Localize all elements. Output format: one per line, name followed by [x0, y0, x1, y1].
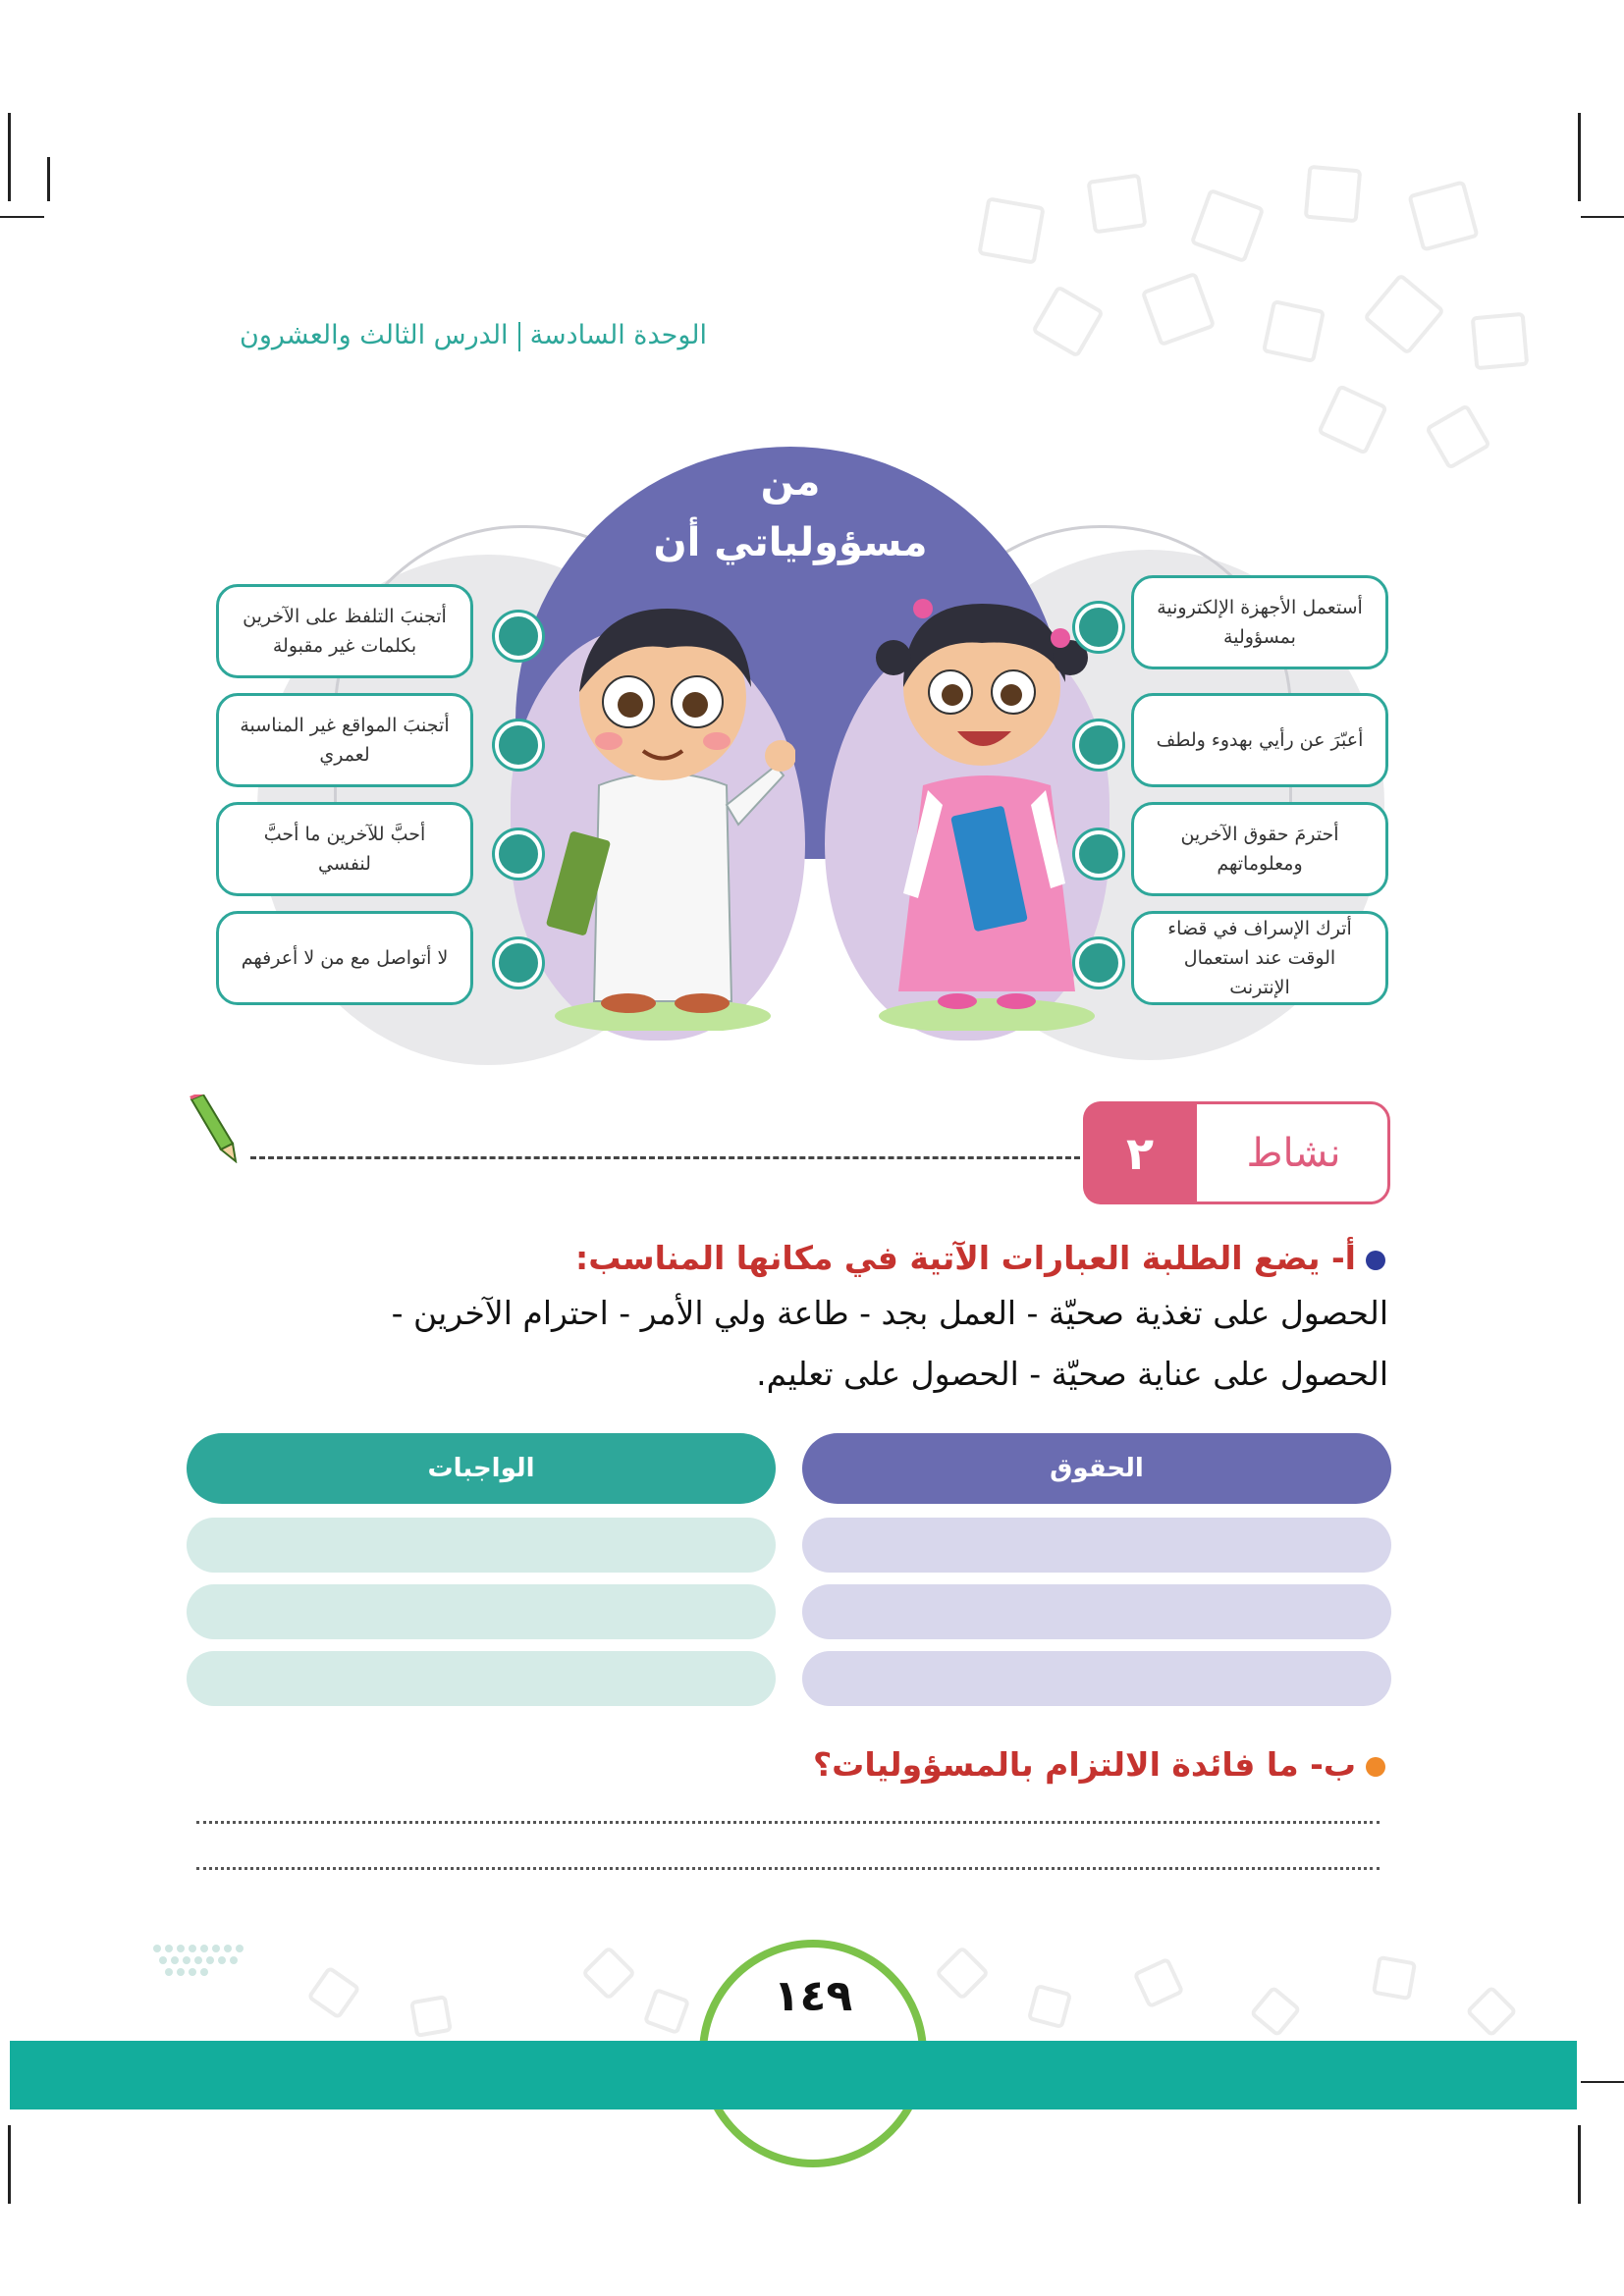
right-card-4 — [1131, 911, 1388, 1005]
left-card-3-text: أحبَّ للآخرين ما أحبَّ لنفسي — [263, 824, 426, 875]
rights-answer-cell[interactable] — [802, 1651, 1391, 1706]
left-card-3 — [216, 802, 473, 896]
left-card-2 — [216, 693, 473, 787]
boy-illustration — [530, 579, 795, 1031]
bullet-dot — [495, 721, 542, 769]
question-a-text: أ- يضع الطلبة العبارات الآتية في مكانها المناسب: — [575, 1239, 1356, 1277]
question-a-title — [575, 1239, 1385, 1277]
activity-number: ٢ — [1083, 1101, 1197, 1204]
crop-mark — [1578, 2125, 1581, 2204]
crop-mark — [0, 216, 44, 218]
duties-header: الواجبات — [187, 1433, 776, 1504]
title-line-2: مسؤولياتي أن — [653, 520, 928, 565]
footer-bar — [10, 2041, 1577, 2109]
activity-label: نشاط — [1246, 1130, 1341, 1176]
right-card-4-text: أترك الإسراف في قضاء الوقت عند استعمال الإنترنت — [1167, 918, 1352, 998]
question-b-text: ب- ما فائدة الالتزام بالمسؤوليات؟ — [813, 1745, 1356, 1784]
bullet-dot — [1075, 604, 1122, 651]
duties-answer-cell[interactable] — [187, 1584, 776, 1639]
crop-mark — [8, 2125, 11, 2204]
page-title — [628, 452, 952, 573]
rights-answer-cell[interactable] — [802, 1518, 1391, 1573]
left-card-4-text: لا أتواصل مع من لا أعرفهم — [241, 947, 449, 969]
right-card-3-text: أحترمَ حقوق الآخرين ومعلوماتهم — [1180, 824, 1339, 875]
question-b-title — [813, 1745, 1385, 1784]
bullet-dot — [495, 830, 542, 878]
pencil-icon — [182, 1095, 241, 1163]
page-number: ١٤٩ — [773, 1971, 853, 2021]
girl-illustration — [864, 569, 1110, 1031]
right-card-2-text: أعبّرَ عن رأيي بهدوء ولطف — [1156, 729, 1364, 751]
title-line-1: من — [760, 459, 821, 505]
left-card-4 — [216, 911, 473, 1005]
right-card-1 — [1131, 575, 1388, 669]
header-divider — [518, 322, 520, 351]
answer-line[interactable] — [196, 1867, 1380, 1870]
rights-header: الحقوق — [802, 1433, 1391, 1504]
question-a-line-1: الحصول على تغذية صحيّة - العمل بجد - طاعة ولي الأمر - احترام الآخرين - — [391, 1294, 1388, 1332]
duties-answer-cell[interactable] — [187, 1651, 776, 1706]
duties-answer-cell[interactable] — [187, 1518, 776, 1573]
crop-mark — [47, 157, 50, 201]
unit-label: الوحدة السادسة — [529, 320, 707, 350]
crop-mark — [8, 113, 11, 201]
crop-mark — [1581, 2081, 1624, 2083]
rights-answer-cell[interactable] — [802, 1584, 1391, 1639]
bullet-dot — [1075, 830, 1122, 878]
right-card-2 — [1131, 693, 1388, 787]
lesson-label: الدرس الثالث والعشرون — [240, 320, 509, 350]
crop-mark — [1578, 113, 1581, 201]
activity-dashed-line — [250, 1156, 1080, 1159]
bullet-dot — [1075, 721, 1122, 769]
bullet-dot — [495, 939, 542, 987]
unit-lesson-header — [177, 320, 707, 351]
bullet-dot — [495, 613, 542, 660]
left-card-1-text: أتجنبَ التلفظ على الآخرين بكلمات غير مقبولة — [243, 606, 447, 657]
bullet-dot — [1075, 939, 1122, 987]
left-card-2-text: أتجنبَ المواقع غير المناسبة لعمري — [240, 715, 450, 766]
left-card-1 — [216, 584, 473, 678]
ministry-logo-dots — [147, 1939, 295, 1978]
crop-mark — [1581, 216, 1624, 218]
question-bullet-icon — [1366, 1251, 1385, 1270]
right-card-3 — [1131, 802, 1388, 896]
question-bullet-icon — [1366, 1757, 1385, 1777]
question-a-line-2: الحصول على عناية صحيّة - الحصول على تعليم. — [756, 1355, 1388, 1393]
right-card-1-text: أستعمل الأجهزة الإلكترونية بمسؤولية — [1157, 597, 1363, 648]
answer-line[interactable] — [196, 1821, 1380, 1824]
